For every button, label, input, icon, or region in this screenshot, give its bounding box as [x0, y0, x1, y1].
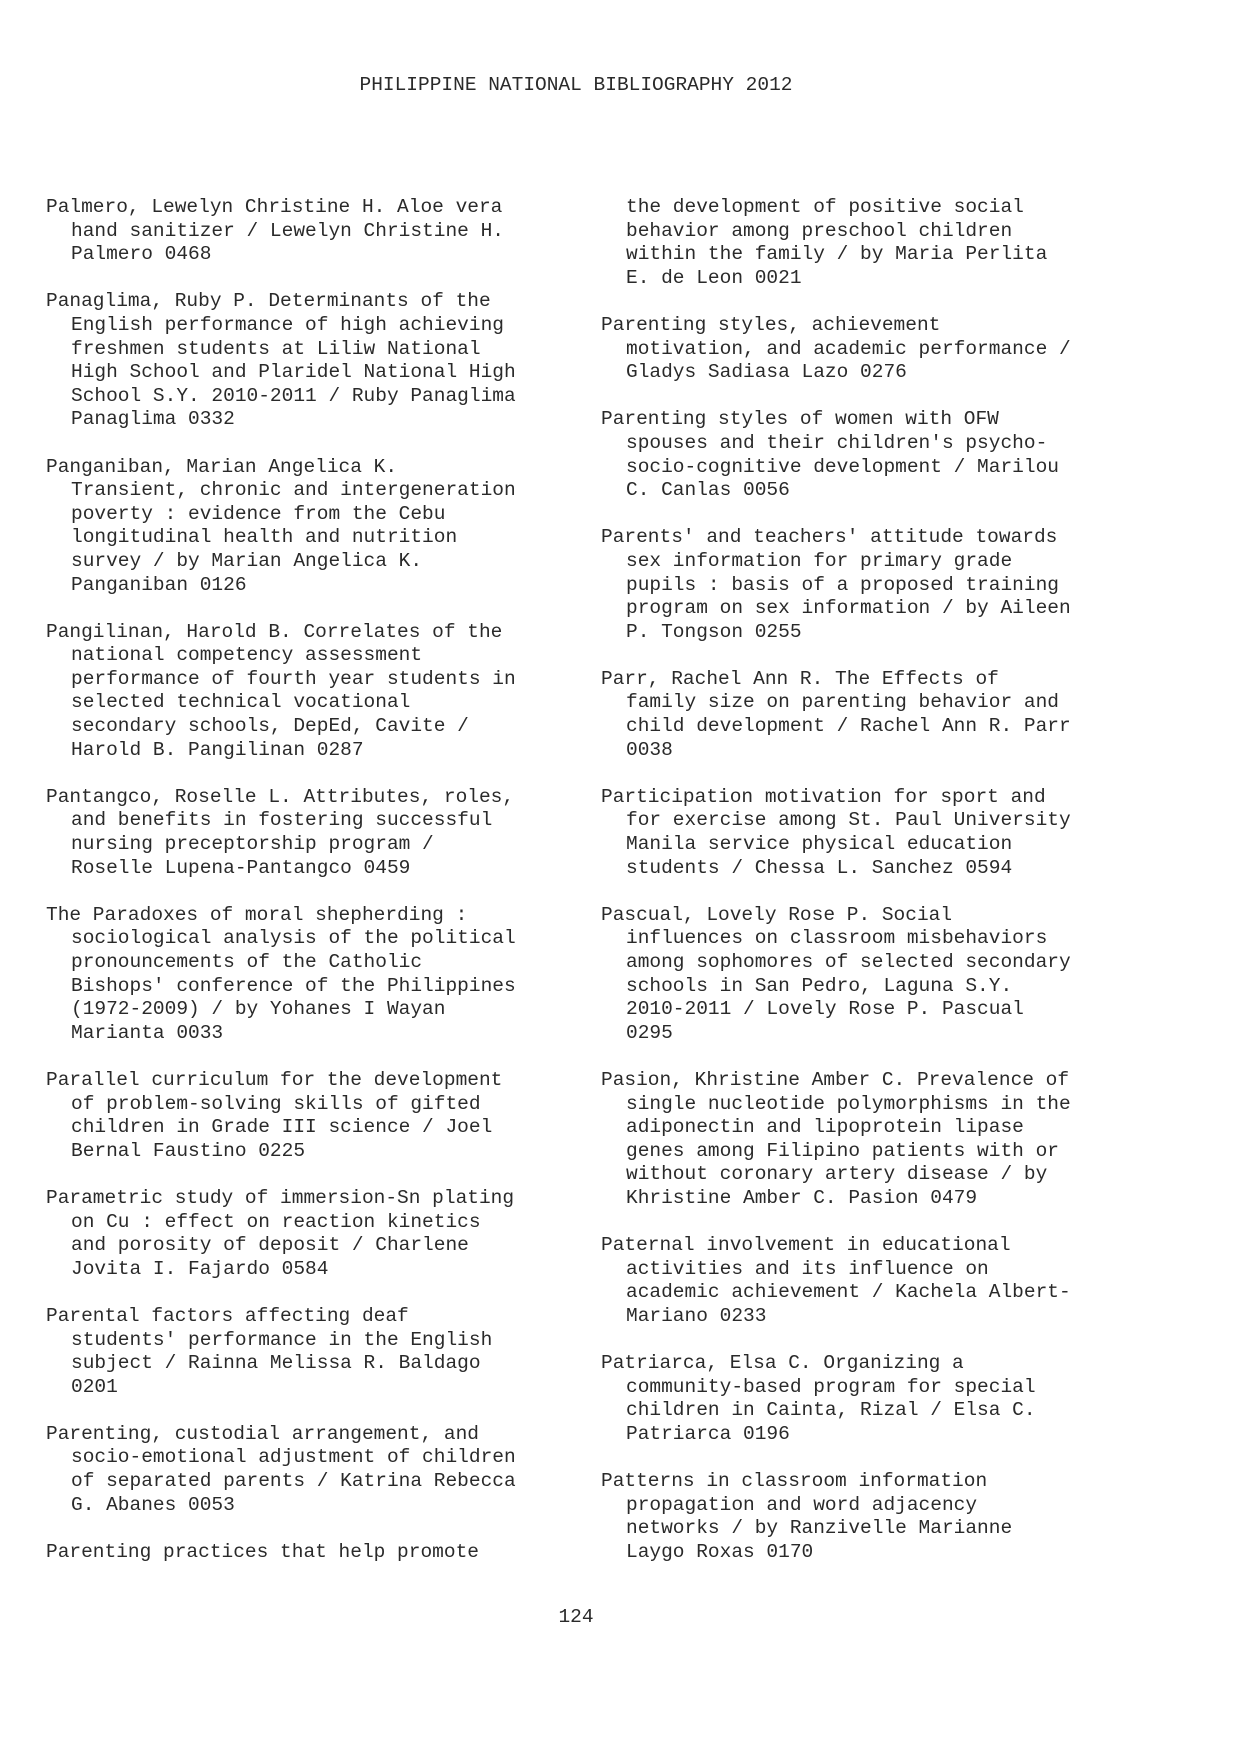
bibliography-entry: Parental factors affecting deaf students' performance in the English subject / Rainna Melissa R. Baldago 0201 [46, 1304, 493, 1398]
bibliography-entry-continuation: the development of positive social behavior among preschool children within the family / by Maria Perlita E. de Leon 0021 [626, 196, 1048, 289]
bibliography-entry: Patterns in classroom information propagation and word adjacency networks / by Ranzivelle Marianne Laygo Roxas 0170 [601, 1470, 1013, 1563]
bibliography-entry: Palmero, Lewelyn Christine H. Aloe vera hand sanitizer / Lewelyn Christine H. Palmero 0468 [46, 196, 504, 266]
bibliography-entry: Pasion, Khristine Amber C. Prevalence of single nucleotide polymorphisms in the adiponectin and lipoprotein lipase genes among Filipino patients with or without coronary artery disease / by Khristine Amber C. Pasion 0479 [601, 1068, 1071, 1209]
bibliography-entry: Parents' and teachers' attitude towards sex information for primary grade pupils : basis of a proposed training program on sex information / by Aileen P. Tongson 0255 [601, 526, 1071, 643]
bibliography-entry: Panganiban, Marian Angelica K. Transient, chronic and intergeneration poverty : evidence from the Cebu longitudinal health and nutrition survey / by Marian Angelica K. Panganiban 0126 [46, 455, 516, 596]
bibliography-entry: Parenting practices that help promote [46, 1540, 479, 1563]
bibliography-entry: Parametric study of immersion-Sn plating on Cu : effect on reaction kinetics and porosity of deposit / Charlene Jovita I. Fajardo 0584 [46, 1186, 515, 1280]
right-column [601, 196, 1131, 1588]
bibliography-entry: Parenting styles of women with OFW spouses and their children's psycho- socio-cognitive development / Marilou C. Canlas 0056 [601, 408, 1059, 502]
bibliography-entry: Panaglima, Ruby P. Determinants of the English performance of high achieving freshmen students at Liliw National High School and Plaridel National High School S.Y. 2010-2011 / Ruby Panaglima Panaglima 0332 [46, 290, 516, 431]
bibliography-entry: Parenting, custodial arrangement, and socio-emotional adjustment of children of separated parents / Katrina Rebecca G. Abanes 0053 [46, 1422, 516, 1516]
page-number: 124 [558, 1606, 594, 1628]
page-header: PHILIPPINE NATIONAL BIBLIOGRAPHY 2012 [359, 74, 793, 96]
bibliography-entry: Participation motivation for sport and for exercise among St. Paul University Manila service physical education students / Chessa L. Sanchez 0594 [601, 785, 1071, 879]
bibliography-entry: The Paradoxes of moral shepherding : sociological analysis of the political pronouncements of the Catholic Bishops' conference of the Philippines (1972-2009) / by Yohanes I Wayan Marianta 0033 [46, 903, 516, 1044]
bibliography-entry: Parr, Rachel Ann R. The Effects of family size on parenting behavior and child development / Rachel Ann R. Parr 0038 [601, 667, 1071, 761]
bibliography-entry: Patriarca, Elsa C. Organizing a community-based program for special children in Cainta, Rizal / Elsa C. Patriarca 0196 [601, 1352, 1036, 1445]
bibliography-entry: Parallel curriculum for the development of problem-solving skills of gifted children in Grade III science / Joel Bernal Faustino 0225 [46, 1068, 503, 1162]
bibliography-entry: Pascual, Lovely Rose P. Social influences on classroom misbehaviors among sophomores of selected secondary schools in San Pedro, Laguna S.Y. 2010-2011 / Lovely Rose P. Pascual 0295 [601, 903, 1071, 1044]
left-column [46, 196, 576, 1588]
bibliography-entry: Pangilinan, Harold B. Correlates of the national competency assessment performance of fourth year students in selected technical vocational secondary schools, DepEd, Cavite / Harold B. Pangilinan 0287 [46, 620, 516, 761]
bibliography-entry: Paternal involvement in educational activities and its influence on academic achievement / Kachela Albert- Mariano 0233 [601, 1234, 1071, 1327]
bibliography-entry: Pantangco, Roselle L. Attributes, roles, and benefits in fostering successful nursing preceptorship program / Roselle Lupena-Pantangco 0459 [46, 785, 515, 879]
bibliography-entry: Parenting styles, achievement motivation, and academic performance / Gladys Sadiasa Lazo 0276 [601, 313, 1071, 384]
